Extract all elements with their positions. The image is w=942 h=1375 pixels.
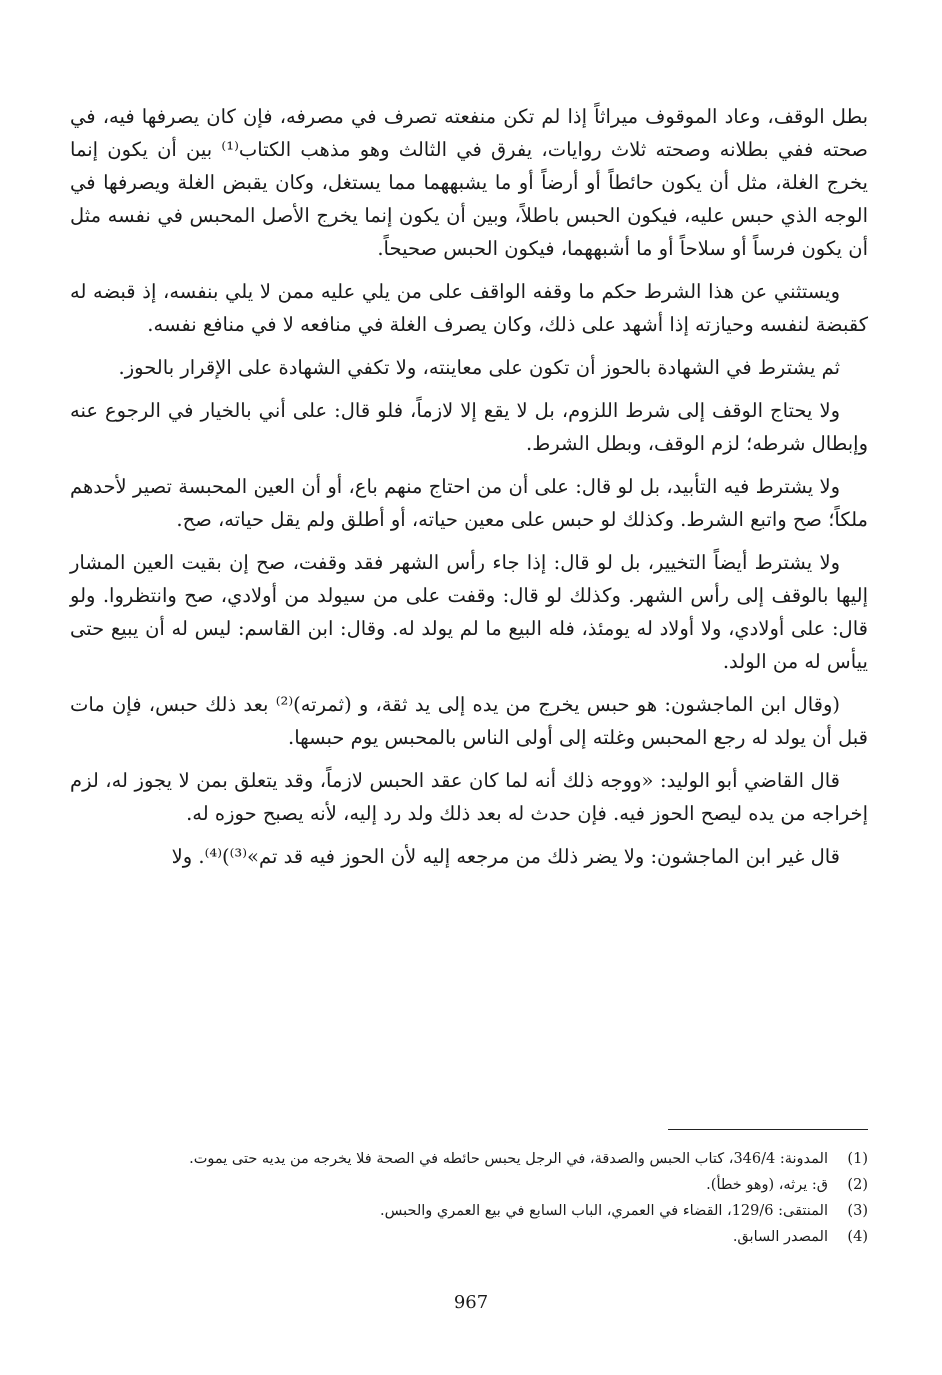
- paragraph-1: بطل الوقف، وعاد الموقوف ميراثاً إذا لم تكن منفعته تصرف في مصرفه، فإن كان يصرفها فيه، في صحته ففي بطلانه وصحته ثلاث روايات، يفرق في الثالث وهو مذهب الكتاب⁽¹⁾ بين أن يكون إنما يخرج الغلة، مثل أن يكون حائطاً أو أرضاً أو ما يشبههما مما يستغل، وكان يقبض الغلة ويصرفها في الوجه الذي حبس عليه، فيكون الحبس باطلاً، وبين أن يكون إنما يخرج الأصل المحبس في نفسه مثل أن يكون فرساً أو سلاحاً أو ما أشبههما، فيكون الحبس صحيحاً.: [70, 105, 868, 260]
- footnote-number: (1): [847, 1151, 868, 1167]
- page-number: 967: [453, 1292, 489, 1313]
- footnote-text: المدونة: 346/4، كتاب الحبس والصدقة، في الرجل يحبس حائطه في الصحة فلا يخرجه من يديه حتى يموت.: [189, 1151, 828, 1167]
- footnote-3: [70, 1198, 868, 1224]
- footnote-divider: [668, 1129, 868, 1130]
- paragraph-7: (وقال ابن الماجشون: هو حبس يخرج من يده إلى يد ثقة، و (ثمرته)⁽²⁾ بعد ذلك حبس، فإن مات قبل أن يولد له رجع المحبس وغلته إلى أولى الناس بالمحبس يوم حبسها.: [70, 693, 868, 749]
- paragraph-3: ثم يشترط في الشهادة بالحوز أن تكون على معاينته، ولا تكفي الشهادة على الإقرار بالحوز.: [118, 356, 840, 379]
- footnote-2: [70, 1172, 868, 1198]
- paragraph-9: قال غير ابن الماجشون: ولا يضر ذلك من مرجعه إليه لأن الحوز فيه قد تم»⁽³⁾)⁽⁴⁾. ولا: [171, 845, 840, 868]
- footnote-1: [70, 1146, 868, 1172]
- footnote-text: ق: يرثه، (وهو خطأ).: [706, 1177, 828, 1193]
- paragraph-5: ولا يشترط فيه التأبيد، بل لو قال: على أن من احتاج منهم باع، أو أن العين المحبسة تصير لأحدهم ملكاً؛ صح واتبع الشرط. وكذلك لو حبس على معين حياته، أو أطلق ولم يقل حياته، صح.: [70, 475, 868, 531]
- footnote-text: المنتقى: 129/6، القضاء في العمري، الباب السابع في بيع العمري والحبس.: [380, 1203, 828, 1219]
- paragraph-4: ولا يحتاج الوقف إلى شرط اللزوم، بل لا يقع إلا لازماً، فلو قال: على أني بالخيار في الرجوع عنه وإبطال شرطه؛ لزم الوقف، وبطل الشرط.: [70, 399, 868, 455]
- footnote-4: [70, 1224, 868, 1250]
- main-text: [70, 100, 868, 883]
- paragraph-6: ولا يشترط أيضاً التخيير، بل لو قال: إذا جاء رأس الشهر فقد وقفت، صح إن بقيت العين المشار إليها بالوقف إلى رأس الشهر. وكذلك لو قال: وقفت على من سيولد من أولادي، صح وانتظروا. ولو قال: على أولادي، ولا أولاد له يومئذ، فله البيع ما لم يولد له. وقال: ابن القاسم: ليس له أن يبيع حتى ييأس له من الولد.: [70, 551, 868, 673]
- footnote-number: (2): [847, 1177, 868, 1193]
- footnote-number: (4): [847, 1229, 868, 1245]
- footnotes: [70, 1146, 868, 1250]
- paragraph-8: قال القاضي أبو الوليد: «ووجه ذلك أنه لما كان عقد الحبس لازماً، وقد يتعلق بمن لا يجوز له، لزم إخراجه من يده ليصح الحوز فيه. فإن حدث له بعد ذلك ولد رد إليه، لأنه يصبح حوزه له.: [70, 769, 868, 825]
- footnote-text: المصدر السابق.: [732, 1229, 828, 1245]
- footnote-number: (3): [847, 1203, 868, 1219]
- paragraph-2: ويستثني عن هذا الشرط حكم ما وقفه الواقف على من يلي عليه ممن لا يلي بنفسه، إذ قبضه له كقبضة لنفسه وحيازته إذا أشهد على ذلك، وكان يصرف الغلة في منافعه لا في منافع نفسه.: [70, 280, 868, 336]
